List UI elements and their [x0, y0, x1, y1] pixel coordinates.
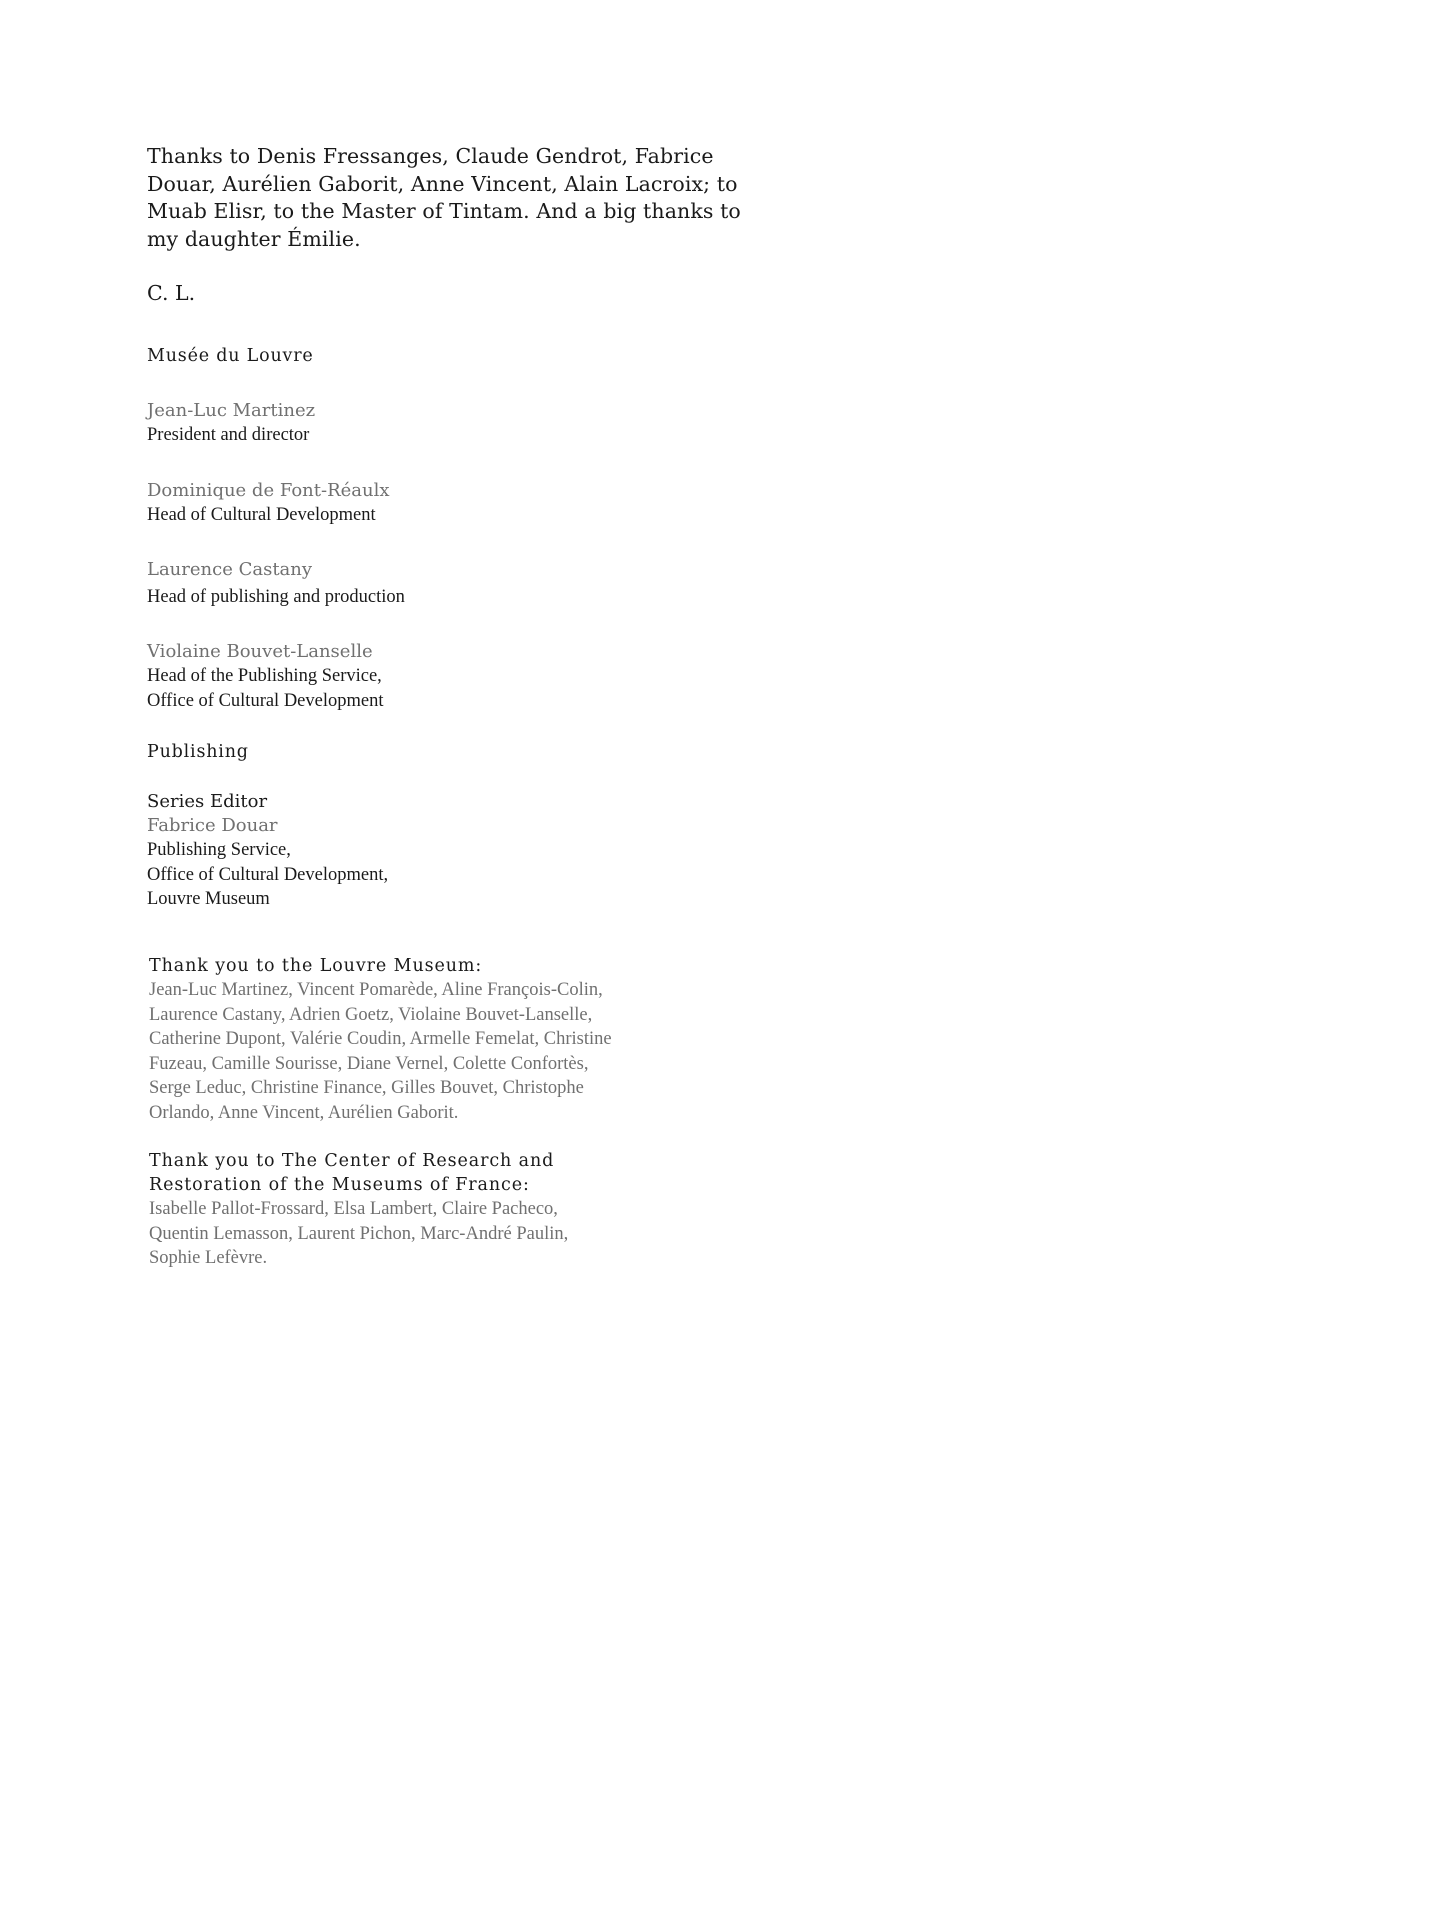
person-entry	[147, 399, 315, 448]
series-editor-name: Fabrice Douar	[147, 815, 278, 836]
series-editor-role: Office of Cultural Development,	[147, 864, 389, 885]
intro-paragraph: Thanks to Denis Fressanges, Claude Gendrot, Fabrice Douar, Aurélien Gaborit, Anne Vincent, Alain Lacroix; to Muab Elisr, to the Master of Tintam. And a big thanks to my daughter Émilie.	[147, 144, 741, 251]
thanks-c2rmf-line: Isabelle Pallot-Frossard, Elsa Lambert, Claire Pacheco,	[149, 1199, 558, 1219]
publishing-heading: Publishing	[147, 742, 249, 762]
person-role: Office of Cultural Development	[147, 690, 384, 711]
person-role: Head of publishing and production	[147, 587, 405, 607]
person-role: Head of Cultural Development	[147, 505, 376, 525]
person-entry	[147, 558, 405, 610]
thanks-c2rmf-section	[149, 1149, 649, 1271]
person-role: President and director	[147, 425, 310, 445]
series-editor-label: Series Editor	[147, 791, 268, 812]
thanks-louvre-line: Catherine Dupont, Valérie Coudin, Armelle Femelat, Christine	[149, 1029, 612, 1049]
signature-initials: C. L.	[147, 281, 196, 305]
thanks-louvre-line: Orlando, Anne Vincent, Aurélien Gaborit.	[149, 1102, 459, 1123]
louvre-heading: Musée du Louvre	[147, 346, 314, 366]
thanks-c2rmf-title: Thank you to The Center of Research and	[149, 1151, 555, 1171]
thanks-c2rmf-title: Restoration of the Museums of France:	[149, 1175, 530, 1195]
series-editor-role: Publishing Service,	[147, 840, 291, 860]
person-entry	[147, 479, 390, 528]
thanks-c2rmf-line: Sophie Lefèvre.	[149, 1248, 268, 1268]
thanks-louvre-line: Fuzeau, Camille Sourisse, Diane Vernel, Colette Confortès,	[149, 1053, 589, 1074]
thanks-louvre-line: Jean-Luc Martinez, Vincent Pomarède, Aline François-Colin,	[149, 980, 603, 1000]
thanks-louvre-line: Serge Leduc, Christine Finance, Gilles Bouvet, Christophe	[149, 1078, 584, 1098]
person-entry	[147, 640, 384, 713]
thanks-louvre-section	[149, 954, 649, 1125]
thanks-louvre-title: Thank you to the Louvre Museum:	[149, 956, 483, 976]
person-name: Violaine Bouvet-Lanselle	[147, 641, 373, 662]
thanks-louvre-line: Laurence Castany, Adrien Goetz, Violaine Bouvet-Lanselle,	[149, 1004, 593, 1025]
person-name: Laurence Castany	[147, 559, 313, 580]
person-role: Head of the Publishing Service,	[147, 666, 382, 686]
series-editor-entry	[147, 790, 388, 912]
series-editor-role: Louvre Museum	[147, 889, 270, 909]
person-name: Dominique de Font-Réaulx	[147, 480, 390, 501]
person-name: Jean-Luc Martinez	[147, 400, 316, 421]
thanks-c2rmf-line: Quentin Lemasson, Laurent Pichon, Marc-André Paulin,	[149, 1223, 569, 1244]
